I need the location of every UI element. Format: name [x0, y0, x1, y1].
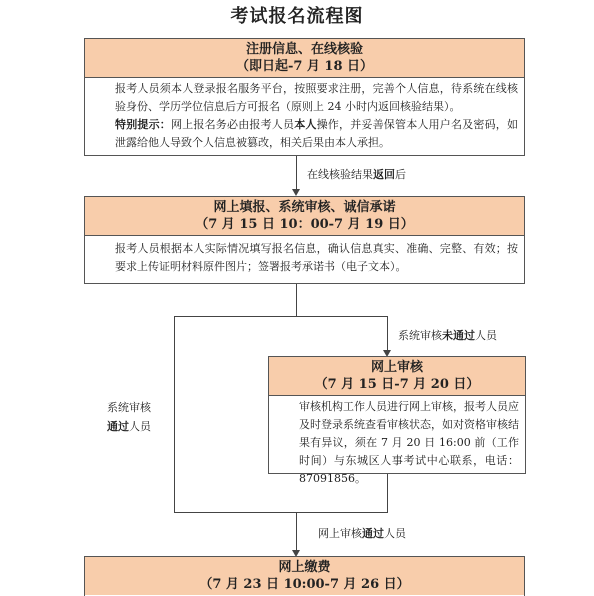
- step-register-tip: [93, 116, 518, 152]
- step-fill-heading: 网上填报、系统审核、诚信承诺: [213, 200, 396, 215]
- connector-3-line: [296, 512, 297, 552]
- step-register-heading: 注册信息、在线核验: [245, 42, 363, 57]
- connector-3-label: 网上审核通过人员: [318, 527, 406, 540]
- step-review-header: [269, 357, 525, 396]
- step-register-period: （即日起-7 月 18 日）: [235, 59, 374, 74]
- tip-bold: 本人: [294, 118, 317, 131]
- connector-1-label: 在线核验结果返回后: [307, 168, 406, 181]
- step-payment-header: [85, 557, 524, 595]
- merge-line-horizontal: [174, 512, 388, 513]
- step-review-text: 审核机构工作人员进行网上审核，报考人员应及时登录系统查看审核状态，如对资格审核结果有异议，须在 7 月 20 日 16:00 前（工作时间）与东城区人事考试中心联系，电话：87091856。: [299, 400, 519, 485]
- step-review-period: （7 月 15 日-7 月 20 日）: [314, 377, 480, 392]
- tip-text-b: 操作，并妥善保管本人用户名及密码，如泄露给他人导致个人信息被篡改，相关后果由本人承担。: [115, 118, 519, 149]
- connector-1-line: [296, 156, 297, 190]
- branch-pass-line: [174, 316, 175, 513]
- split-line-down: [296, 284, 297, 317]
- branch-fail-label: 系统审核未通过人员: [398, 329, 497, 342]
- tip-label: 特别提示：: [115, 118, 171, 131]
- step-register-header: [85, 39, 524, 78]
- review-down-line: [387, 474, 388, 513]
- branch-pass-label: 系统审核 通过人员: [107, 401, 151, 433]
- tip-text-a: 网上报名务必由报考人员: [171, 118, 295, 131]
- step-payment-heading: 网上缴费: [278, 560, 331, 575]
- step-fill-box: [84, 196, 525, 284]
- step-fill-text: 报考人员根据本人实际情况填写报名信息，确认信息真实、准确、完整、有效；按要求上传证明材料原件图片；签署报考承诺书（电子文本）。: [115, 242, 518, 273]
- step-payment-box: [84, 556, 525, 596]
- connector-1-arrow: [292, 189, 300, 196]
- step-register-box: [84, 38, 525, 156]
- step-review-heading: 网上审核: [370, 360, 423, 375]
- branch-fail-line: [387, 316, 388, 352]
- step-register-body: [85, 78, 524, 154]
- step-register-text: 报考人员须本人登录报名服务平台，按照要求注册，完善个人信息，待系统在线核验身份、学历学位信息后方可报名（原则上 24 小时内返回核验结果）。: [115, 82, 518, 113]
- step-review-body: [269, 396, 525, 490]
- step-review-box: [268, 356, 526, 485]
- step-fill-body: [85, 236, 524, 278]
- step-payment-period: （7 月 23 日 10:00-7 月 26 日）: [199, 577, 410, 592]
- page-title: 考试报名流程图: [230, 6, 364, 27]
- step-fill-period: （7 月 15 日 10：00-7 月 19 日）: [195, 217, 414, 232]
- step-fill-header: [85, 197, 524, 236]
- split-line-horizontal: [174, 316, 388, 317]
